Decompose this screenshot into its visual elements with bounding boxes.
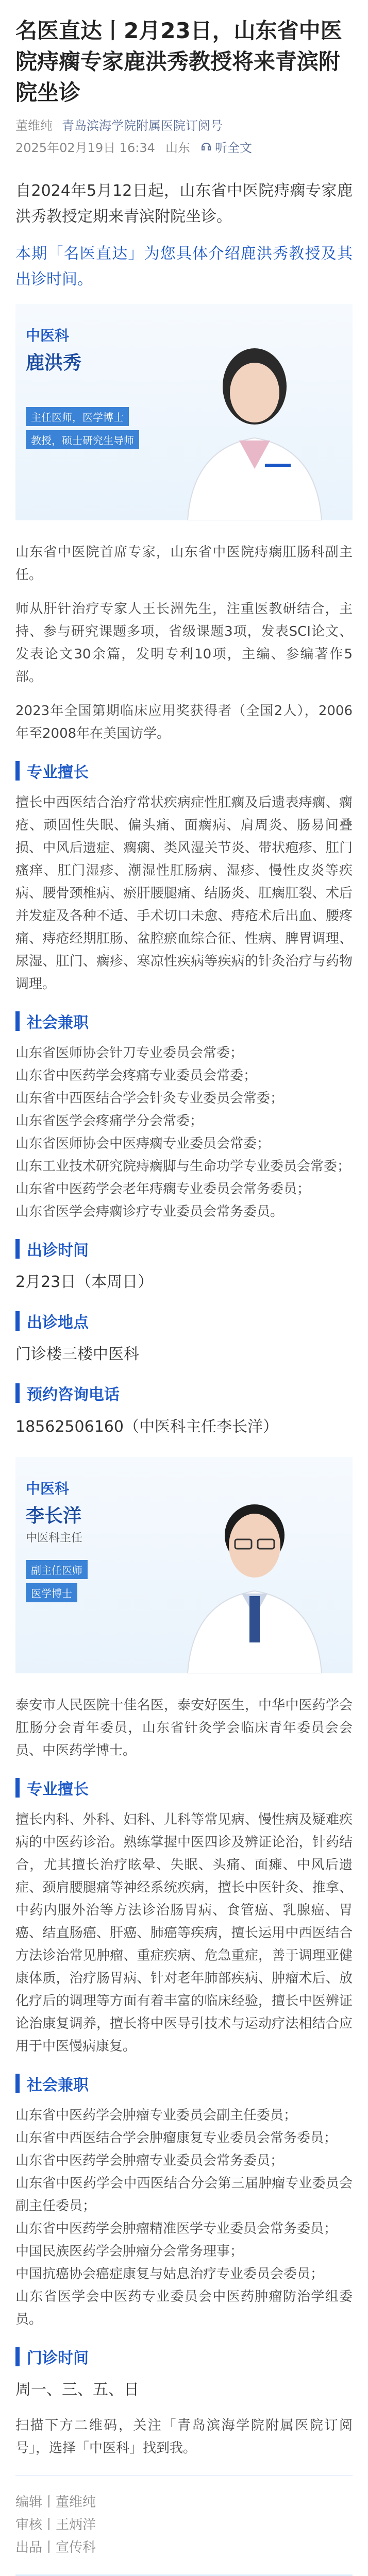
doctor1-social-8: 山东省医学会痔瘸诊疗专业委员会常务委员。 [15,1204,284,1219]
intro-2 [15,241,353,293]
doctor1-bio-3: 2023年全国第期临床应用奖获得者（全国2人），2006年至2008年在美国访学。 [15,703,353,741]
doctor2-social-2: 山东省中西医结合学会肿瘤康复专业委员会常务委员； [15,2130,338,2146]
intro-2-text: 本期「名医直达」为您具体介绍鹿洪秀教授及其出诊时间。 [15,245,353,289]
doctor2-social-label: 社会兼职 [27,2076,89,2094]
credit-review [15,2514,353,2536]
doctor2-social-head [15,2072,353,2095]
doctor1-book-head [15,1382,353,1404]
listen-button[interactable] [200,138,252,156]
credit-publish-label: 出品丨 [15,2540,56,2555]
region: 山东 [165,141,190,155]
credit-editor [15,2491,353,2514]
doctor1-social-4: 山东省医学会疼痛学分会常委； [15,1113,204,1129]
doctor1-portrait [177,335,332,520]
credit-publish-value: 宣传科 [56,2540,96,2555]
doctor1-social-head [15,1010,353,1032]
doctor2-portrait [177,1488,332,1673]
credits [15,2491,353,2559]
doctor2-social-3: 山东省中医药学会肿瘤专业委员会常务委员； [15,2153,284,2168]
doctor1-tags [26,407,149,453]
headphones-icon [200,141,212,152]
doctor1-social-1: 山东省医师协会针刀专业委员会常委； [15,1045,244,1061]
doctor1-specialty-head [15,759,353,782]
doctor2-specialty: 擅长内科、外科、妇科、儿科等常见病、慢性病及疑难疾病的中医药诊治。熟练掌握中医四诊及辨证论治，针药结合，尤其擅长治疗眩晕、失眠、头痛、面瘫、中风后遗症、颈肩腰腿痛等神经系统疾病，擅长中医针灸、推拿、中药内服外治等方法诊治肠胃病、食管癌、乳腺癌、胃癌、结直肠癌、肝癌、肺癌等疾病，擅长运用中西医结合方法诊治常见肿瘤、重症疾病、危急重症，善于调理亚健康体质，治疗肠胃病、针对老年肺部疾病、肿瘤术后、放化疗后的调理等方面有着丰富的临床经验，擅长中医辨证论治康复调养，擅长将中医导引技术与运动疗法相结合应用于中医慢病康复。 [15,1812,353,2054]
doctor1-social-6: 山东工业技术研究院痔瘸脚与生命功学专业委员会常委； [15,1159,351,1174]
account-link[interactable]: 青岛滨海学院附属医院订阅号 [62,118,223,133]
doctor2-tag-1: 副主任医师 [26,1560,88,1579]
credit-editor-label: 编辑丨 [15,2495,56,2510]
divider [15,2475,353,2476]
doctor-card-1 [15,304,353,520]
doctor1-social-7: 山东省中医药学会老年痔瘸专业委员会常务委员； [15,1181,311,1197]
credit-editor-value: 董维纯 [56,2495,96,2510]
doctor2-specialty-label: 专业擅长 [27,1781,89,1799]
doctor1-dept: 中医科 [26,327,70,344]
doctor2-social-8: 山东省医学会中医药专业委员会中医药肿瘤防治学组委员。 [15,2289,353,2327]
credit-review-value: 王炳洋 [56,2517,96,2533]
doctor2-social-4: 山东省中医药学会中西医结合分会第三届肿瘤专业委员会副主任委员； [15,2176,353,2214]
doctor1-social-5: 山东省医师协会中医痔瘸专业委员会常委； [15,1136,271,1151]
credit-review-label: 审核丨 [15,2517,56,2533]
listen-label: 听全文 [214,141,252,155]
doctor2-bio-1: 泰安市人民医院十佳名医，泰安好医生，中华中医药学会肛肠分会青年委员，山东省针灸学会临床青年委员会会员、中医药学博士。 [15,1698,353,1758]
doctor2-clinic-tip: 扫描下方二维码，关注「青岛滨海学院附属医院订阅号」，选择「中医科」找到我。 [15,2418,353,2456]
doctor2-role: 中医科主任 [26,1532,83,1545]
article-title: 名医直达丨2月23日，山东省中医院痔瘸专家鹿洪秀教授将来青滨附院坐诊 [15,18,342,105]
doctor2-tags [26,1560,149,1606]
doctor1-social-2: 山东省中医药学会疼痛专业委员会常委； [15,1068,257,1083]
doctor2-social-list [15,2104,353,2331]
doctor2-name: 李长洋 [26,1505,82,1527]
doctor2-clinic-label: 门诊时间 [27,2349,89,2367]
doctor1-time-head [15,1238,353,1260]
article-meta [15,115,353,133]
doctor1-time: 2月23日（本周日） [15,1273,154,1291]
doctor2-tag-2: 医学博士 [26,1583,77,1602]
article-meta-2 [15,138,353,156]
doctor1-place-head [15,1310,353,1332]
doctor1-specialty: 擅长中西医结合治疗常状疾病症性肛瘸及后遗表痔瘸、瘸疮、顽固性失眠、偏头痛、面瘸病、肩周炎、肠易间叠损、中风后遗症、瘸瘸、类风湿关节炎、带状疱疹、肛门瘙痒、肛门湿疹、潮湿性肛肠病、湿疹、慢性皮炎等疾病、腰骨颈椎病、瘀肝腰腿痛、结肠炎、肛瘸肛裂、术后并发症及各种不适、手术切口未愈、痔疮术后出血、腰疼痛、痔疮经期肛肠、盆腔瘀血综合征、性病、脾胃调理、尿湿、肛门、瘸疹、寒凉性疾病等疾病的针灸治疗与药物调理。 [15,795,353,992]
doctor2-clinic-days: 周一、三、五、日 [15,2381,139,2399]
doctor1-time-label: 出诊时间 [27,1242,89,1260]
doctor2-social-7: 中国抗癌协会癌症康复与姑息治疗专业委员会委员； [15,2266,324,2282]
author: 董维纯 [15,118,53,133]
doctor1-place-label: 出诊地点 [27,1314,89,1332]
doctor1-social-list [15,1042,353,1223]
intro-1: 自2024年5月12日起，山东省中医院痔瘸专家鹿洪秀教授定期来青滨附院坐诊。 [15,182,353,226]
doctor1-bio-2: 师从肝针治疗专家人王长洲先生，注重医教研结合，主持、参与研究课题多项，省级课题3项，发表SCI论文、发表论文30余篇，发明专利10项，主编、参编著作5部。 [15,601,353,685]
doctor1-place: 门诊楼三楼中医科 [15,1345,139,1363]
credit-publish [15,2536,353,2559]
doctor1-name: 鹿洪秀 [26,352,82,374]
doctor1-specialty-label: 专业擅长 [27,764,89,782]
doctor2-social-6: 中国民族医药学会肿瘤分会常务理事； [15,2244,244,2259]
doctor1-social-label: 社会兼职 [27,1014,89,1032]
booking-phone[interactable]: 18562506160（中医科主任李长洋） [15,1418,278,1436]
publish-date: 2025年02月19日 16:34 [15,141,155,155]
doctor1-book-label: 预约咨询电话 [27,1386,120,1404]
doctor2-clinic-head [15,2345,353,2368]
doctor2-dept: 中医科 [26,1480,70,1497]
doctor2-specialty-head [15,1776,353,1799]
doctor2-social-5: 山东省中医药学会肿瘤精准医学专业委员会常务委员； [15,2221,338,2236]
doctor1-social-3: 山东省中西医结合学会针灸专业委员会常委； [15,1091,284,1106]
doctor1-bio-1: 山东省中医院首席专家，山东省中医院痔瘸肛肠科副主任。 [15,545,353,583]
doctor1-tag-2: 教授，硕士研究生导师 [26,430,139,449]
doctor-card-2 [15,1457,353,1673]
doctor2-social-1: 山东省中医药学会肿瘤专业委员会副主任委员； [15,2108,297,2123]
doctor1-tag-1: 主任医师，医学博士 [26,407,129,426]
